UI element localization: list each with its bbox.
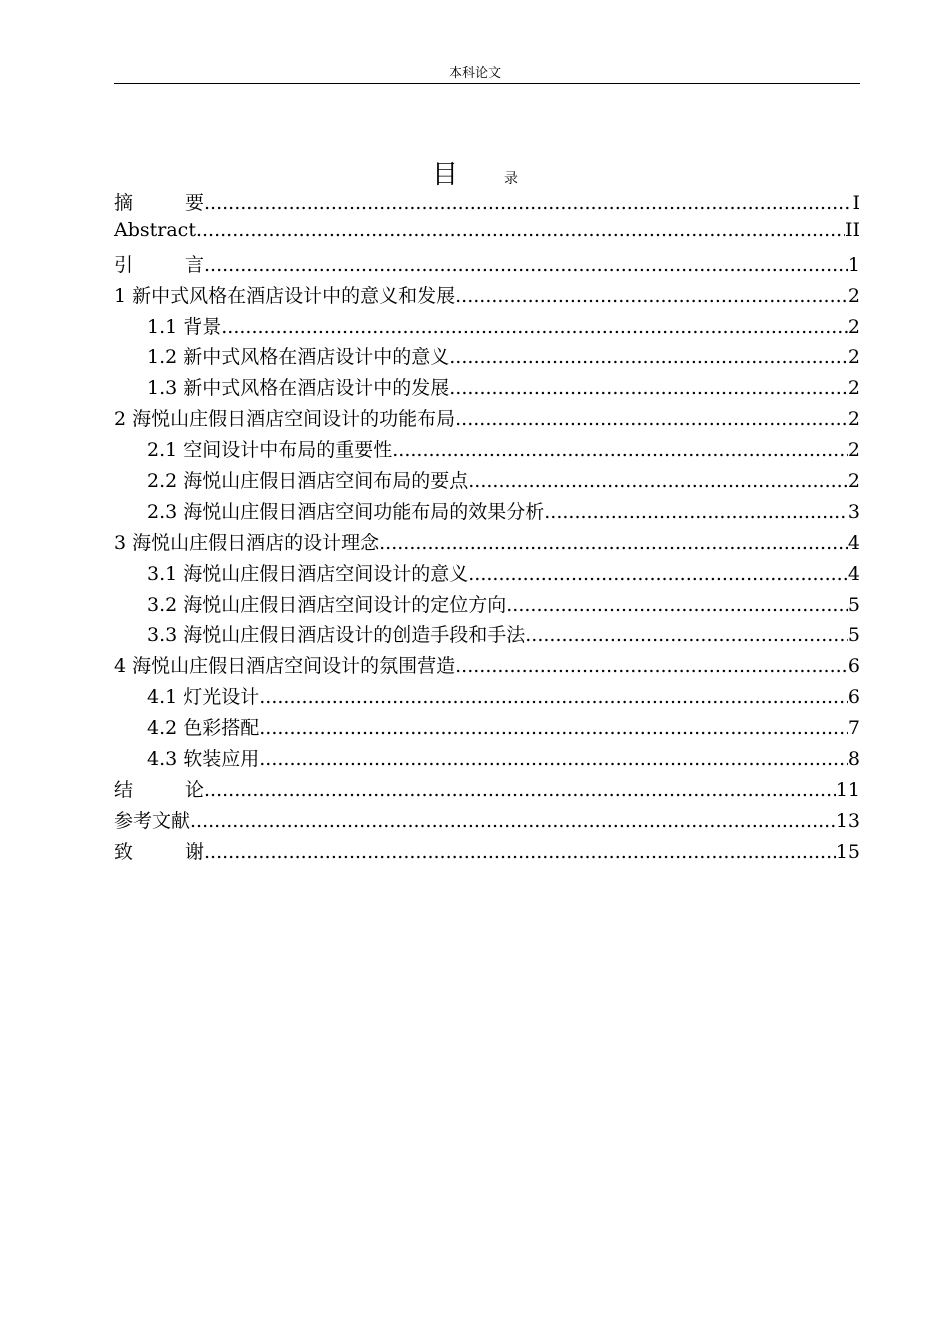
toc-entry-page-number: 1 <box>847 253 860 276</box>
toc-entry-label: 4.2 色彩搭配 <box>147 717 260 740</box>
toc-leader-dots <box>449 346 848 368</box>
toc-leader-dots <box>455 285 848 307</box>
toc-entry[interactable] <box>114 312 860 343</box>
toc-leader-dots <box>468 563 848 585</box>
toc-entry[interactable] <box>114 744 860 775</box>
toc-leader-dots <box>455 655 848 677</box>
toc-entry-page-number: 2 <box>847 439 860 462</box>
toc-entry[interactable] <box>114 837 860 868</box>
toc-entry[interactable] <box>114 528 860 559</box>
toc-entry[interactable] <box>114 435 860 466</box>
toc-entry-page-number: 8 <box>847 748 860 771</box>
toc-entry-page-number: I <box>852 192 860 214</box>
toc-entry-label: 3.2 海悦山庄假日酒店空间设计的定位方向 <box>147 593 507 616</box>
toc-entry-page-number: 2 <box>847 408 860 431</box>
toc-entry-label: Abstract <box>114 218 196 241</box>
toc-entry-label: 4.3 软装应用 <box>147 748 260 771</box>
page-header: 本科论文 <box>448 66 501 81</box>
toc-entry[interactable] <box>114 806 860 837</box>
toc-leader-dots <box>190 810 836 832</box>
toc-entry[interactable] <box>114 373 860 404</box>
toc-entry-page-number: 2 <box>847 377 860 400</box>
toc-entry[interactable] <box>114 342 860 373</box>
toc-entry-label: 参考文献 <box>114 809 191 832</box>
toc-leader-dots <box>392 439 848 461</box>
toc-entry[interactable] <box>114 404 860 435</box>
toc-entry-page-number: 2 <box>847 315 860 338</box>
toc-entry-label: 3.1 海悦山庄假日酒店空间设计的意义 <box>147 562 469 585</box>
toc-leader-dots <box>449 377 848 399</box>
toc-leader-dots <box>506 594 848 616</box>
toc-entry-page-number: 6 <box>847 686 860 709</box>
toc-entry[interactable] <box>114 281 860 312</box>
toc-leader-dots <box>204 254 848 276</box>
toc-leader-dots <box>259 686 848 708</box>
toc-leader-dots <box>544 501 848 523</box>
toc-entry-page-number: 5 <box>847 593 860 616</box>
toc-entry-label: 3 海悦山庄假日酒店的设计理念 <box>114 531 380 554</box>
toc-entry-label: 2.2 海悦山庄假日酒店空间布局的要点 <box>147 470 469 493</box>
toc-entry[interactable] <box>114 713 860 744</box>
toc-entry-page-number: 4 <box>847 562 860 585</box>
toc-entry-page-number: 6 <box>847 655 860 678</box>
toc-entry[interactable] <box>114 466 860 497</box>
toc-entry-page-number: 3 <box>847 500 860 523</box>
toc-entry-page-number: 11 <box>835 778 860 801</box>
toc-leader-dots <box>259 717 848 739</box>
toc-entry-label: 2 海悦山庄假日酒店空间设计的功能布局 <box>114 408 456 431</box>
toc-entry-label: 2.1 空间设计中布局的重要性 <box>147 439 393 462</box>
toc-entry-label: 1.1 背景 <box>147 315 222 338</box>
toc-leader-dots <box>379 532 848 554</box>
toc-entry-page-number: 4 <box>847 531 860 554</box>
toc-entry-page-number: 2 <box>847 284 860 307</box>
toc-entry[interactable] <box>114 250 860 281</box>
toc-title-main: 目 <box>431 160 458 190</box>
toc-leader-dots <box>221 316 848 338</box>
toc-entry-label: 4 海悦山庄假日酒店空间设计的氛围营造 <box>114 655 456 678</box>
toc-entry-label: 1.2 新中式风格在酒店设计中的意义 <box>147 346 450 369</box>
toc-leader-dots <box>204 779 836 801</box>
toc-leader-dots <box>196 219 845 241</box>
toc-title <box>0 154 950 191</box>
toc-entry-page-number: 15 <box>835 840 860 863</box>
toc-entry-label: 摘要 <box>114 192 257 214</box>
toc-entry-page-number: 7 <box>847 717 860 740</box>
toc-entry[interactable] <box>114 620 860 651</box>
toc-entry[interactable] <box>114 497 860 528</box>
toc-leader-dots <box>259 748 848 770</box>
toc-leader-dots <box>204 192 852 214</box>
toc-entry-label: 引言 <box>114 253 257 276</box>
toc-entry-page-number: 13 <box>835 809 860 832</box>
toc-entry-label: 4.1 灯光设计 <box>147 686 260 709</box>
toc-title-secondary: 录 <box>504 171 518 187</box>
toc-entry-label: 结论 <box>114 778 257 801</box>
toc-entry[interactable] <box>114 188 860 219</box>
toc-leader-dots <box>455 408 848 430</box>
toc-entry-label: 1 新中式风格在酒店设计中的意义和发展 <box>114 284 456 307</box>
toc-entry[interactable] <box>114 590 860 621</box>
toc-entry[interactable] <box>114 219 860 250</box>
toc-leader-dots <box>468 470 848 492</box>
header-divider <box>114 83 860 84</box>
toc-entry[interactable] <box>114 775 860 806</box>
toc-leader-dots <box>204 841 836 863</box>
toc-entry-label: 3.3 海悦山庄假日酒店设计的创造手段和手法 <box>147 624 526 647</box>
toc-entry-label: 2.3 海悦山庄假日酒店空间功能布局的效果分析 <box>147 500 545 523</box>
table-of-contents <box>114 188 860 868</box>
toc-entry-label: 致谢 <box>114 840 257 863</box>
toc-entry[interactable] <box>114 559 860 590</box>
toc-entry-page-number: 5 <box>847 624 860 647</box>
toc-entry-page-number: 2 <box>847 346 860 369</box>
toc-leader-dots <box>525 624 848 646</box>
toc-entry[interactable] <box>114 651 860 682</box>
toc-entry[interactable] <box>114 682 860 713</box>
toc-entry-page-number: 2 <box>847 470 860 493</box>
toc-entry-label: 1.3 新中式风格在酒店设计中的发展 <box>147 377 450 400</box>
toc-entry-page-number: II <box>844 218 860 241</box>
